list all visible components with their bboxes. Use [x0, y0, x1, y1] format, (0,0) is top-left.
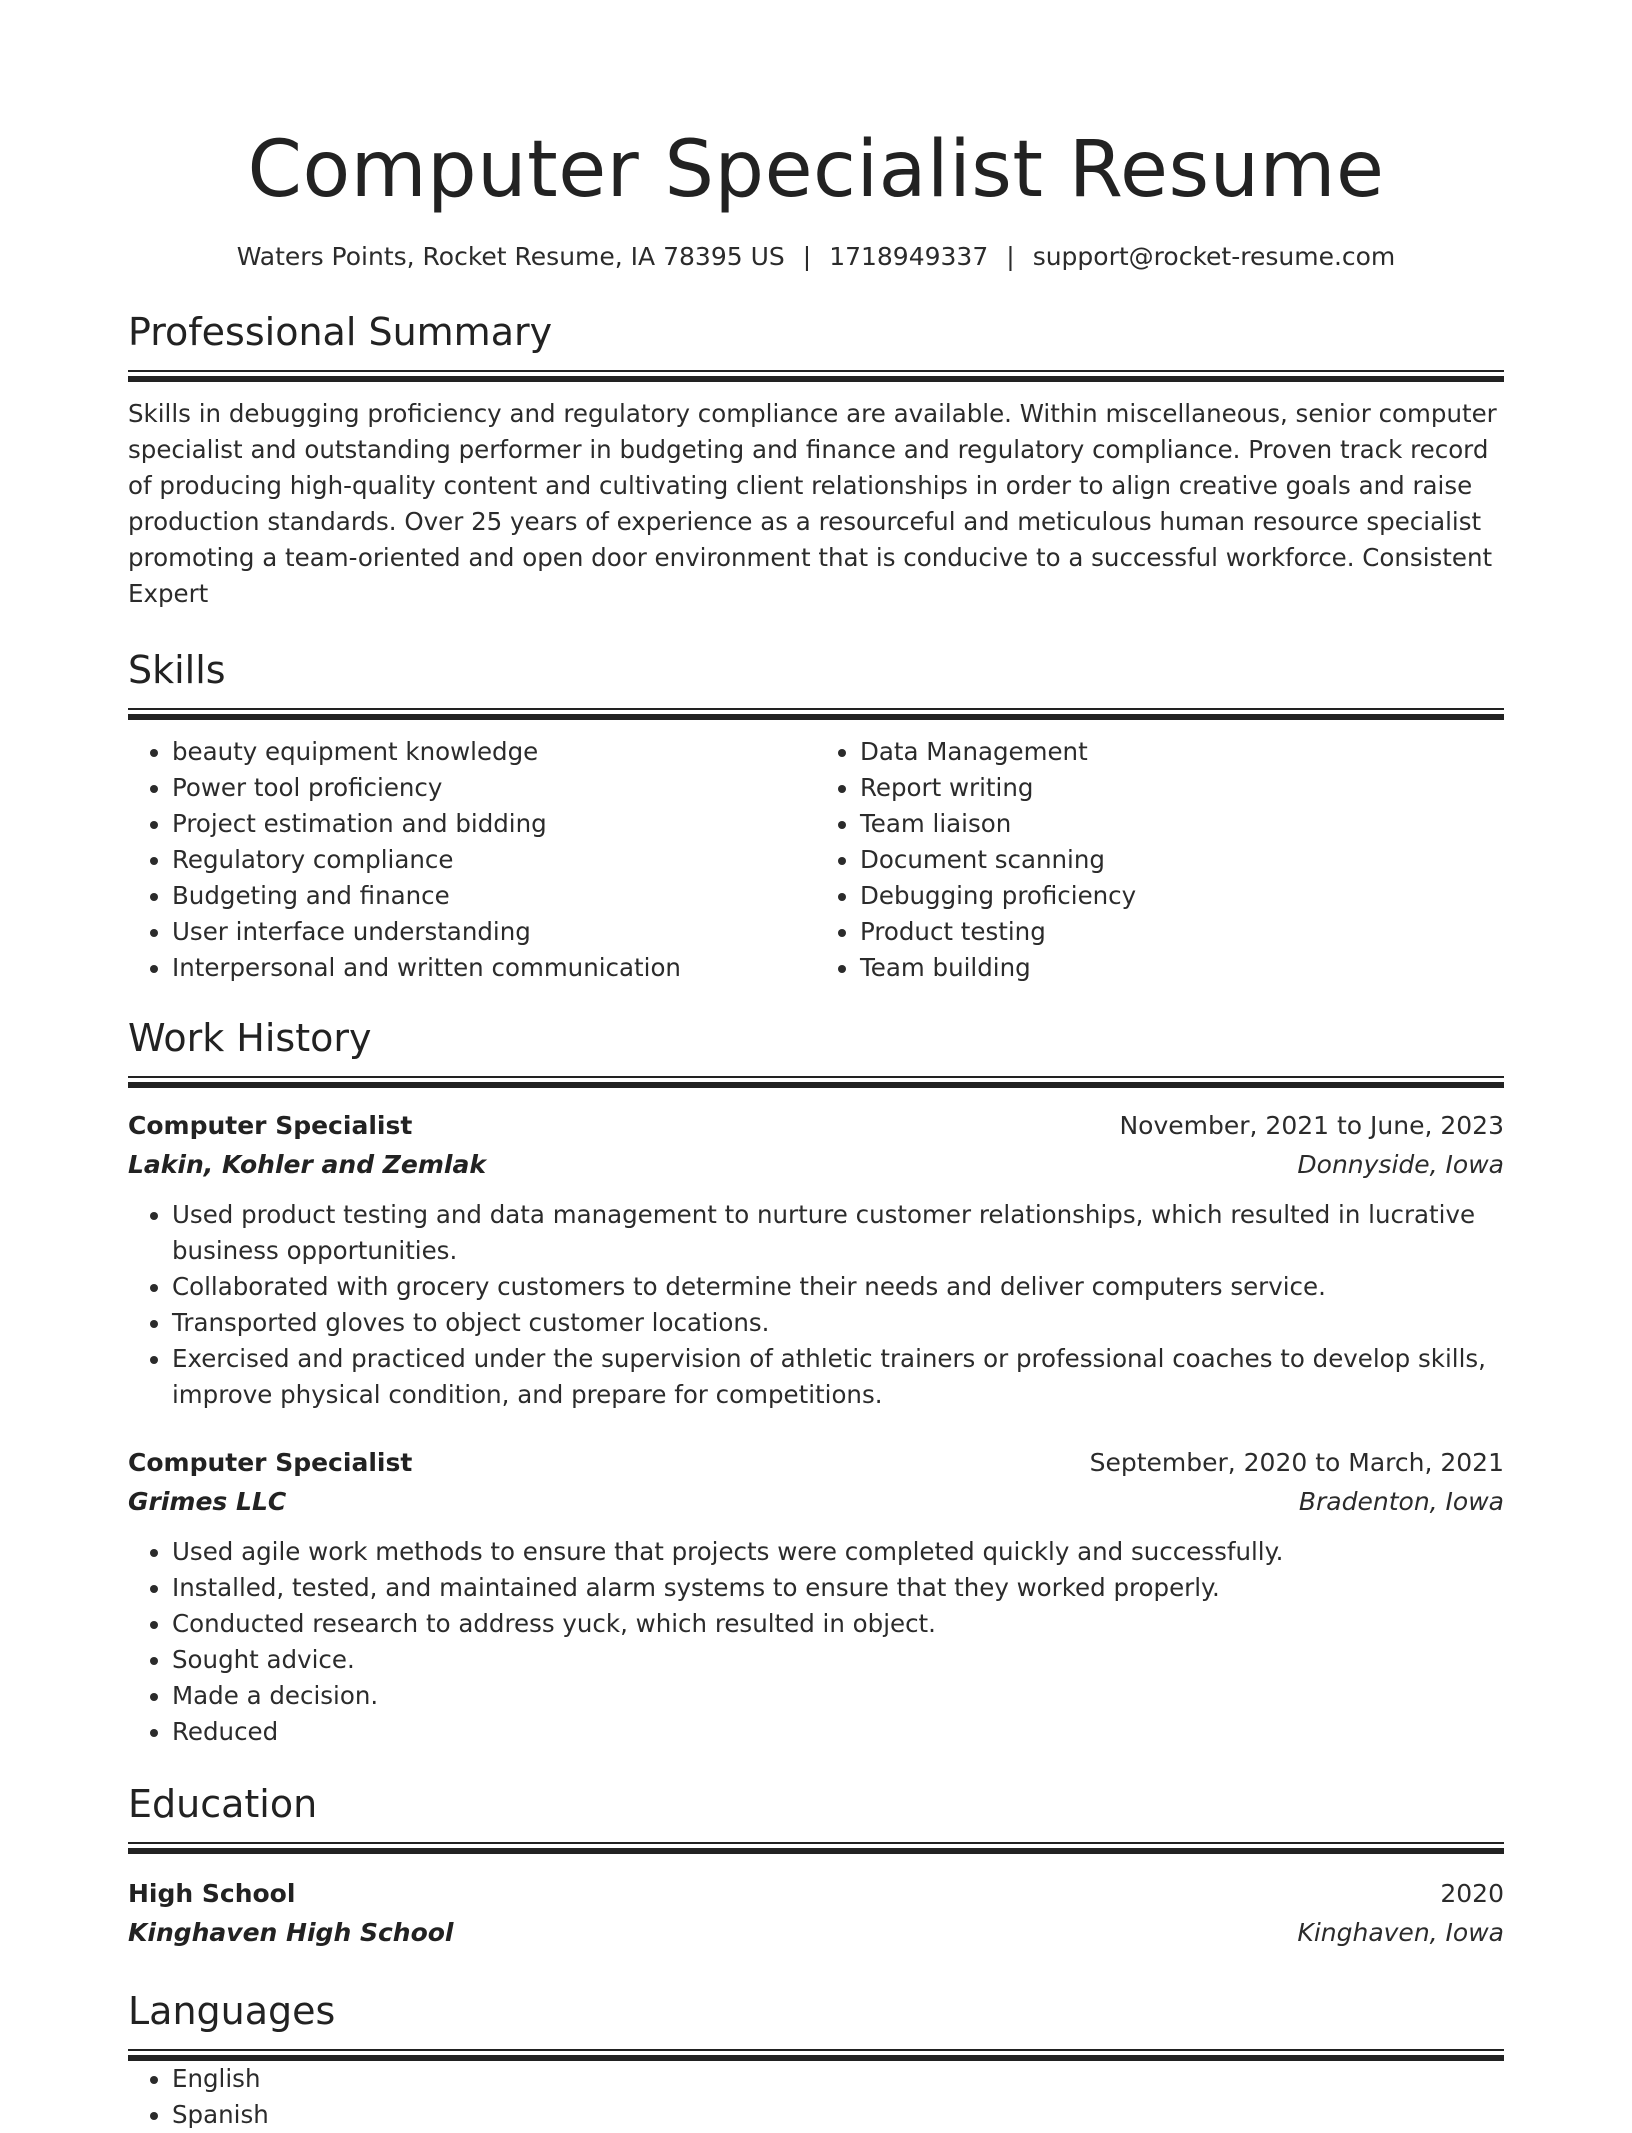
languages-heading: Languages	[128, 1989, 336, 2033]
contact-email: support@rocket-resume.com	[1032, 242, 1396, 271]
job-duty: • Collaborated with grocery customers to determine their needs and deliver computers service.	[172, 1269, 1504, 1305]
languages-section	[128, 1987, 1504, 2133]
job-company: Grimes LLC	[128, 1487, 287, 1516]
languages-list	[128, 2061, 1504, 2133]
summary-text: Skills in debugging proficiency and regulatory compliance are available. Within miscellaneous, senior computer specialist and outstanding performer in budgeting and finance and regulatory compliance. Proven track record of producing high-quality content and cultivating client relationships in order to align creative goals and raise production standards. Over 25 years of experience as a resourceful and meticulous human resource specialist promoting a team-oriented and open door environment that is conducive to a successful workforce. Consistent Expert	[128, 399, 1497, 608]
resume-title: Computer Specialist Resume	[247, 125, 1385, 215]
contact-separator: |	[1006, 242, 1015, 271]
summary-section	[128, 308, 1504, 612]
section-divider	[128, 2049, 1504, 2061]
job-duty: • Transported gloves to object customer locations.	[172, 1305, 1504, 1341]
section-divider	[128, 708, 1504, 720]
job-entry	[128, 1108, 1504, 1413]
job-duty: • Reduced	[172, 1714, 1504, 1750]
job-header	[128, 1445, 1504, 1481]
skill-item: • Debugging proficiency	[860, 878, 1504, 914]
skill-item: • Product testing	[860, 914, 1504, 950]
skill-item: • beauty equipment knowledge	[172, 734, 816, 770]
job-entry	[128, 1445, 1504, 1750]
job-location: Donnyside, Iowa	[1297, 1150, 1504, 1179]
skill-item: • Interpersonal and written communication	[172, 950, 816, 986]
job-duty: • Made a decision.	[172, 1678, 1504, 1714]
skill-item: • User interface understanding	[172, 914, 816, 950]
skill-item: • Team liaison	[860, 806, 1504, 842]
job-duty: • Used agile work methods to ensure that projects were completed quickly and successfully.	[172, 1534, 1504, 1570]
job-header	[128, 1108, 1504, 1144]
education-header	[128, 1876, 1504, 1912]
job-company: Lakin, Kohler and Zemlak	[128, 1150, 486, 1179]
education-heading: Education	[128, 1782, 318, 1826]
language-item: • English	[172, 2061, 1504, 2097]
education-degree: High School	[128, 1879, 296, 1908]
job-duty: • Used product testing and data management to nurture customer relationships, which resulted in lucrative business opportunities.	[172, 1197, 1504, 1269]
skills-column-left	[128, 734, 816, 986]
education-subheader	[128, 1915, 1504, 1951]
contact-line	[128, 240, 1504, 274]
skill-item: • Data Management	[860, 734, 1504, 770]
summary-heading: Professional Summary	[128, 310, 553, 354]
education-year: 2020	[1440, 1879, 1504, 1908]
work-history-heading: Work History	[128, 1016, 372, 1060]
education-entry	[128, 1876, 1504, 1951]
education-section	[128, 1780, 1504, 1951]
job-duty: • Installed, tested, and maintained alarm systems to ensure that they worked properly.	[172, 1570, 1504, 1606]
job-subheader	[128, 1484, 1504, 1520]
skills-heading: Skills	[128, 648, 226, 692]
job-title: Computer Specialist	[128, 1111, 413, 1140]
job-location: Bradenton, Iowa	[1298, 1487, 1504, 1516]
section-divider	[128, 370, 1504, 382]
skill-item: • Project estimation and bidding	[172, 806, 816, 842]
skill-item: • Regulatory compliance	[172, 842, 816, 878]
job-duties-list	[128, 1197, 1504, 1413]
skills-column-right	[816, 734, 1504, 986]
contact-phone: 1718949337	[829, 242, 989, 271]
section-divider	[128, 1842, 1504, 1854]
skill-item: • Team building	[860, 950, 1504, 986]
skill-item: • Power tool proficiency	[172, 770, 816, 806]
job-dates: September, 2020 to March, 2021	[1089, 1448, 1504, 1477]
job-duty: • Conducted research to address yuck, which resulted in object.	[172, 1606, 1504, 1642]
job-duty: • Exercised and practiced under the supervision of athletic trainers or professional coaches to develop skills, improve physical condition, and prepare for competitions.	[172, 1341, 1504, 1413]
education-location: Kinghaven, Iowa	[1297, 1918, 1504, 1947]
skill-item: • Report writing	[860, 770, 1504, 806]
work-history-section	[128, 1014, 1504, 1750]
skills-list-right	[816, 734, 1504, 986]
education-school: Kinghaven High School	[128, 1918, 454, 1947]
skills-section	[128, 646, 1504, 986]
skills-list-left	[128, 734, 816, 986]
job-title: Computer Specialist	[128, 1448, 413, 1477]
job-duties-list	[128, 1534, 1504, 1750]
contact-address: Waters Points, Rocket Resume, IA 78395 US	[236, 242, 785, 271]
language-item: • Spanish	[172, 2097, 1504, 2133]
job-subheader	[128, 1147, 1504, 1183]
section-divider	[128, 1076, 1504, 1088]
job-duty: • Sought advice.	[172, 1642, 1504, 1678]
job-dates: November, 2021 to June, 2023	[1119, 1111, 1504, 1140]
skill-item: • Document scanning	[860, 842, 1504, 878]
skill-item: • Budgeting and finance	[172, 878, 816, 914]
skills-columns	[128, 734, 1504, 986]
contact-separator: |	[802, 242, 812, 271]
